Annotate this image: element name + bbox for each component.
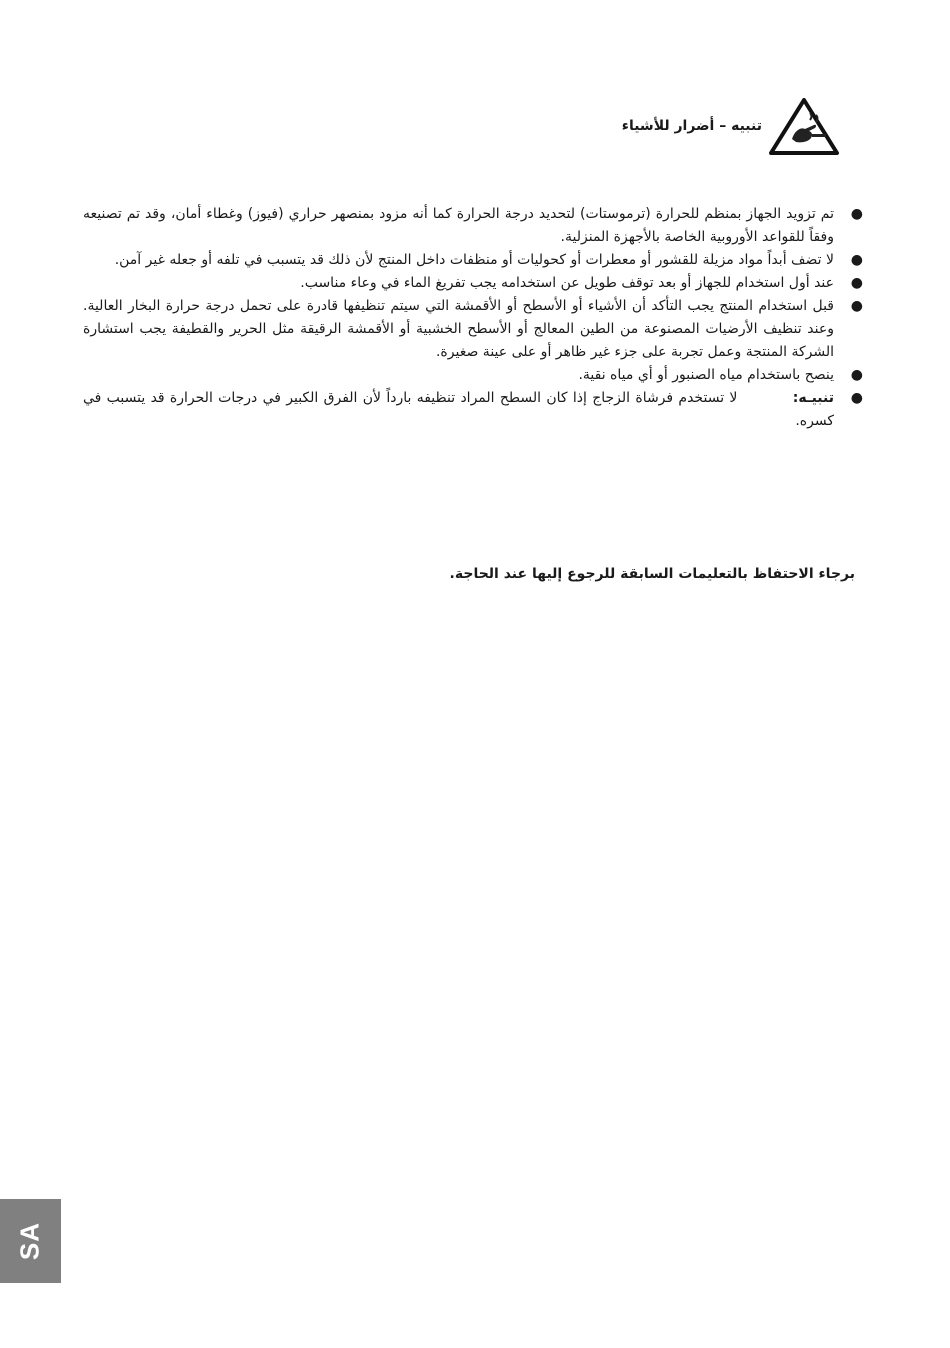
list-item-text: تم تزويد الجهاز بمنظم للحرارة (ترموستات) لتحديد درجة الحرارة كما أنه مزود بمنصهر حراري (فيوز) وغطاء أمان، وقد تم تصنيعه وفقاً للقواعد الأوروبية الخاصة بالأجهزة المنزلية. (83, 206, 834, 245)
bullet-dot: ● (850, 206, 863, 222)
list-item (83, 249, 866, 272)
list-item-text: ينصح باستخدام مياه الصنبور أو أي مياه نقية. (578, 367, 834, 383)
list-item-text: قبل استخدام المنتج يجب التأكد أن الأشياء أو الأسطح أو الأقمشة التي سيتم تنظيفها قادرة على تحمل درجة حرارة البخار العالية. وعند تنظيف الأرضيات المصنوعة من الطين المعالج أو الأسطح الخشبية أو الأقمشة الرقيقة مثل الحرير والقطيفة يجب استشارة الشركة المنتجة وعمل تجربة على جزء غير ظاهر أو على عينة صغيرة. (83, 298, 834, 360)
language-tab (0, 1199, 61, 1283)
list-item (83, 387, 866, 433)
list-item-text: لا تستخدم فرشاة الزجاج إذا كان السطح المراد تنظيفه بارداً لأن الفرق الكبير في درجات الحرارة قد يتسبب في كسره. (83, 390, 834, 429)
warning-header (622, 96, 840, 156)
bullet-dot: ● (850, 252, 863, 268)
list-item (83, 364, 866, 387)
warning-title: تنبيه – أضرار للأشياء (621, 118, 762, 134)
list-item-text: عند أول استخدام للجهاز أو بعد توقف طويل عن استخدامه يجب تفريغ الماء في وعاء مناسب. (300, 275, 834, 291)
caution-label: تنبيـه: (792, 390, 834, 406)
hand-burn-warning-triangle-icon (768, 96, 840, 156)
list-item (83, 295, 866, 364)
list-item (83, 272, 866, 295)
instruction-list (83, 203, 866, 433)
closing-note: برجاء الاحتفاظ بالتعليمات السابقة للرجوع إليها عند الحاجة. (449, 566, 855, 582)
list-item-text: لا تضف أبداً مواد مزيلة للقشور أو معطرات أو كحوليات أو منظفات داخل المنتج لأن ذلك قد يتسبب في تلفه أو جعله غير آمن. (114, 252, 834, 268)
bullet-dot: ● (850, 367, 863, 383)
bullet-dot: ● (850, 390, 863, 406)
bullet-dot: ● (850, 298, 863, 314)
list-item (83, 203, 866, 249)
language-tab-label: SA (14, 1221, 45, 1261)
bullet-dot: ● (850, 275, 863, 291)
